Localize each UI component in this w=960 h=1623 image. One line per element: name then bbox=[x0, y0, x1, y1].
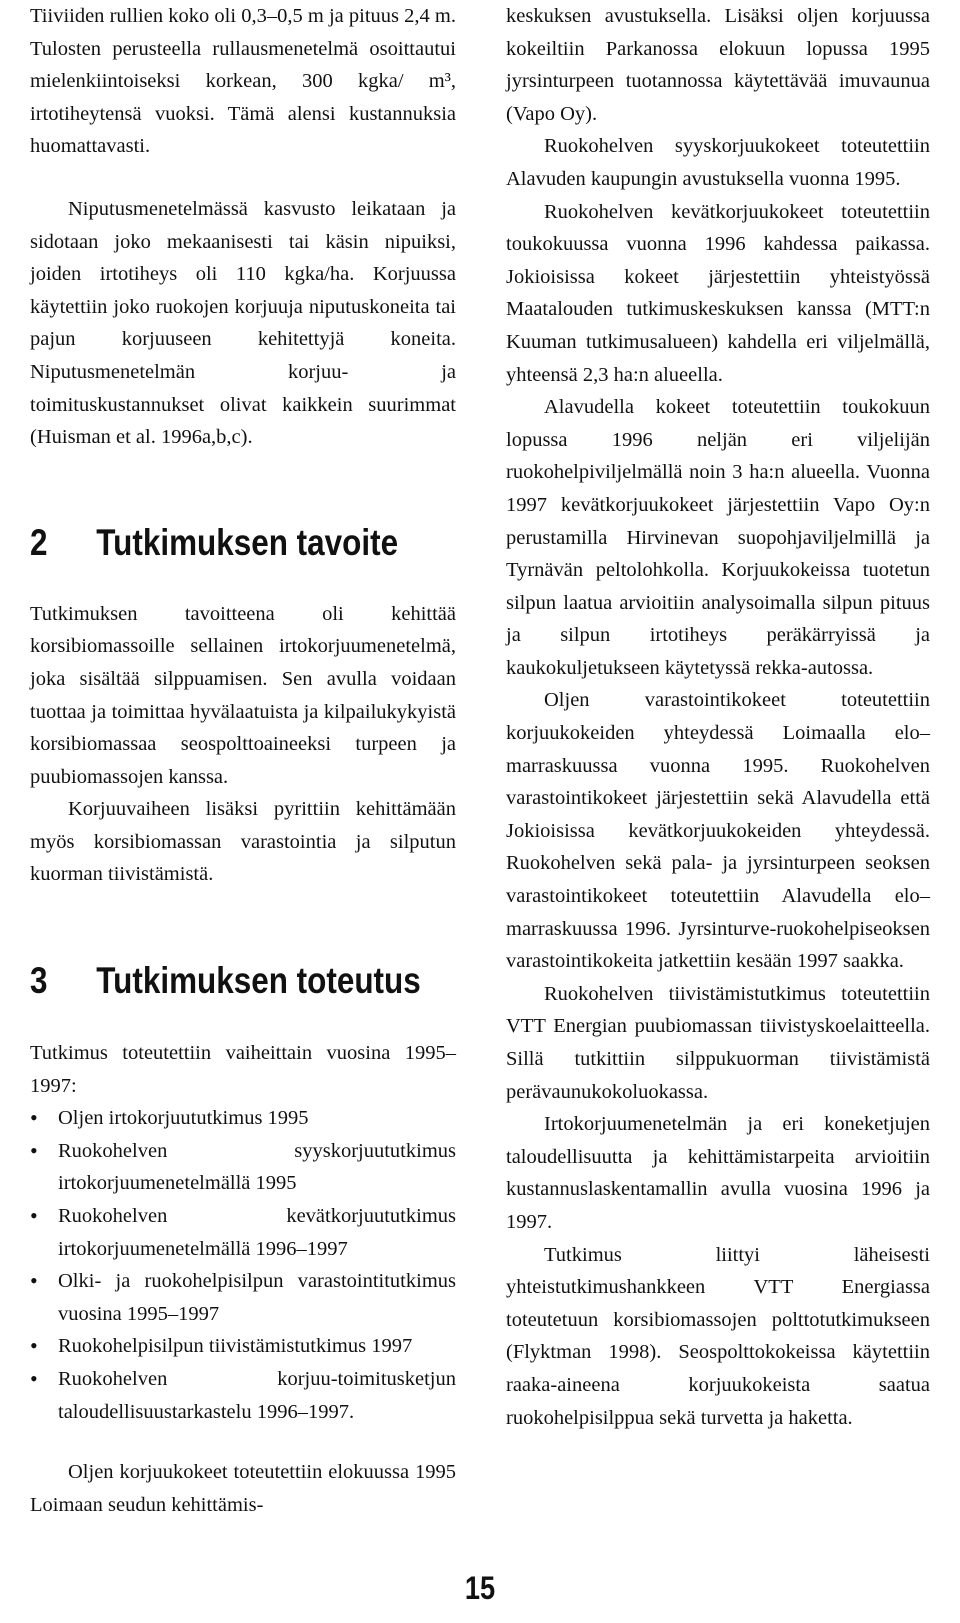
list-item: • Oljen irtokorjuututkimus 1995 bbox=[30, 1102, 456, 1135]
paragraph-bundling-method: Niputusmenetelmässä kasvusto leikataan ja sidotaan joko mekaanisesti tai käsin nipuiksi, joiden irtotiheys oli 110 kgka/ha. Korjuussa käytettiin joko ruokojen korjuuja niputuskoneita tai pajun korjuuseen kehitettyjä koneita. Niputusmenetelmän korjuu- ja toimituskustannukset olivat kaikkein suurimmat (Huisman et al. 1996a,b,c). bbox=[30, 197, 456, 449]
page-number: 15 bbox=[464, 1570, 496, 1606]
paragraph-roll-size: Tiiviiden rullien koko oli 0,3–0,5 m ja pituus 2,4 m. Tulosten perusteella rullausmenetelmä osoittautui mielenkiintoiseksi korkean, 300 kgka/ m³, irtotiheytensä vuoksi. Tämä alensi kustannuksia huomattavasti. bbox=[30, 5, 456, 158]
paragraph-alavus-trials: Alavudella kokeet toteutettiin toukokuun lopussa 1996 neljän eri viljelijän ruokohelpiviljelmällä noin 3 ha:n alueella. Vuonna 1997 kevätkorjuukokeet järjestettiin Vapo Oy:n perustamilla Hirvinevan suopohjaviljelmillä ja Tyrnävän peltolohkolla. Korjuukokeissa tuotetun silpun laatua arvioitiin analysoimalla silpun pituus ja silpun irtotiheys peräkärryissä ja kaukokuljetukseen käytetyssä rekka-autossa. bbox=[506, 396, 930, 679]
left-column bbox=[30, 0, 456, 1521]
list-item: • Ruokohelpisilpun tiivistämistutkimus 1997 bbox=[30, 1330, 456, 1363]
paragraph-implementation-intro: Tutkimus toteutettiin vaiheittain vuosina 1995–1997: bbox=[30, 1042, 456, 1097]
paragraph-harvest-phase: Korjuuvaiheen lisäksi pyrittiin kehittämään myös korsibiomassan varastointia ja silputun kuorman tiivistämistä. bbox=[30, 798, 456, 886]
list-item: • Ruokohelven korjuu-toimitusketjun taloudellisuustarkastelu 1996–1997. bbox=[30, 1363, 456, 1428]
section-2-title: Tutkimuksen tavoite bbox=[96, 521, 399, 563]
section-3-heading bbox=[30, 960, 421, 1002]
section-3-title: Tutkimuksen toteutus bbox=[96, 960, 421, 1002]
paragraph-economics: Irtokorjuumenetelmän ja eri koneketjujen taloudellisuutta ja kehittämistarpeita arvioitiin kustannuslaskentamallin avulla vuosina 1996 ja 1997. bbox=[506, 1113, 930, 1233]
list-item: • Olki- ja ruokohelpisilpun varastointitutkimus vuosina 1995–1997 bbox=[30, 1265, 456, 1330]
section-3-number: 3 bbox=[30, 960, 48, 1002]
paragraph-research-goal: Tutkimuksen tavoitteena oli kehittää korsibiomassoille sellainen irtokorjuumenetelmä, joka sisältää silppuamisen. Sen avulla voidaan tuottaa ja toimittaa hyvälaatuista ja kilpailukykyistä korsibiomassaa seospolttoaineeksi turpeen ja puubiomassojen kanssa. bbox=[30, 602, 456, 788]
section-2-heading bbox=[30, 521, 399, 563]
paragraph-storage-trials: Oljen varastointikokeet toteutettiin korjuukokeiden yhteydessä Loimaalla elo–marraskuussa vuonna 1995. Ruokohelven varastointikokeet järjestettiin sekä Alavudella että Jokioisissa kevätkorjuukokeiden yhteydessä. Ruokohelven sekä pala- ja jyrsinturpeen seoksen varastointikokeet toteutettiin Alavudella elo–marraskuussa 1996. Jyrsinturve-ruokohelpiseoksen varastointikokeita jatkettiin kesään 1997 saakka. bbox=[506, 689, 930, 973]
paragraph-combustion-study: Tutkimus liittyi läheisesti yhteistutkimushankkeen VTT Energiassa toteutetuun korsibiomassojen polttotutkimukseen (Flyktman 1998). Seospolttokokeissa käytettiin raaka-aineena korjuukokeista saatua ruokohelpisilppua sekä turvetta ja haketta. bbox=[506, 1243, 930, 1429]
list-item: • Ruokohelven kevätkorjuututkimus irtokorjuumenetelmällä 1996–1997 bbox=[30, 1200, 456, 1265]
section-2-number: 2 bbox=[30, 521, 48, 563]
paragraph-compaction-study: Ruokohelven tiivistämistutkimus toteutettiin VTT Energian puubiomassan tiivistyskoelaitteella. Sillä tutkittiin silppukuorman tiivistämistä perävaunukokoluokassa. bbox=[506, 982, 930, 1103]
paragraph-straw-harvest-continued: keskuksen avustuksella. Lisäksi oljen korjuussa kokeiltiin Parkanossa elokuun lopussa 1995 jyrsinturpeen tuotannossa käytettävää imuvaunua (Vapo Oy). bbox=[506, 5, 930, 125]
right-column bbox=[506, 0, 930, 1434]
list-item: • Ruokohelven syyskorjuututkimus irtokorjuumenetelmällä 1995 bbox=[30, 1135, 456, 1200]
paragraph-autumn-harvest: Ruokohelven syyskorjuukokeet toteutettiin Alavuden kaupungin avustuksella vuonna 1995. bbox=[506, 135, 930, 190]
paragraph-straw-harvest: Oljen korjuukokeet toteutettiin elokuussa 1995 Loimaan seudun kehittämis- bbox=[30, 1461, 456, 1516]
paragraph-spring-harvest: Ruokohelven kevätkorjuukokeet toteutettiin toukokuussa vuonna 1996 kahdessa paikassa. Jokioisissa kokeet järjestettiin yhteistyössä Maatalouden tutkimuskeskuksen kanssa (MTT:n Kuuman tutkimusalueen) kahdella eri viljelmällä, yhteensä 2,3 ha:n alueella. bbox=[506, 200, 930, 386]
study-list bbox=[30, 1102, 456, 1428]
